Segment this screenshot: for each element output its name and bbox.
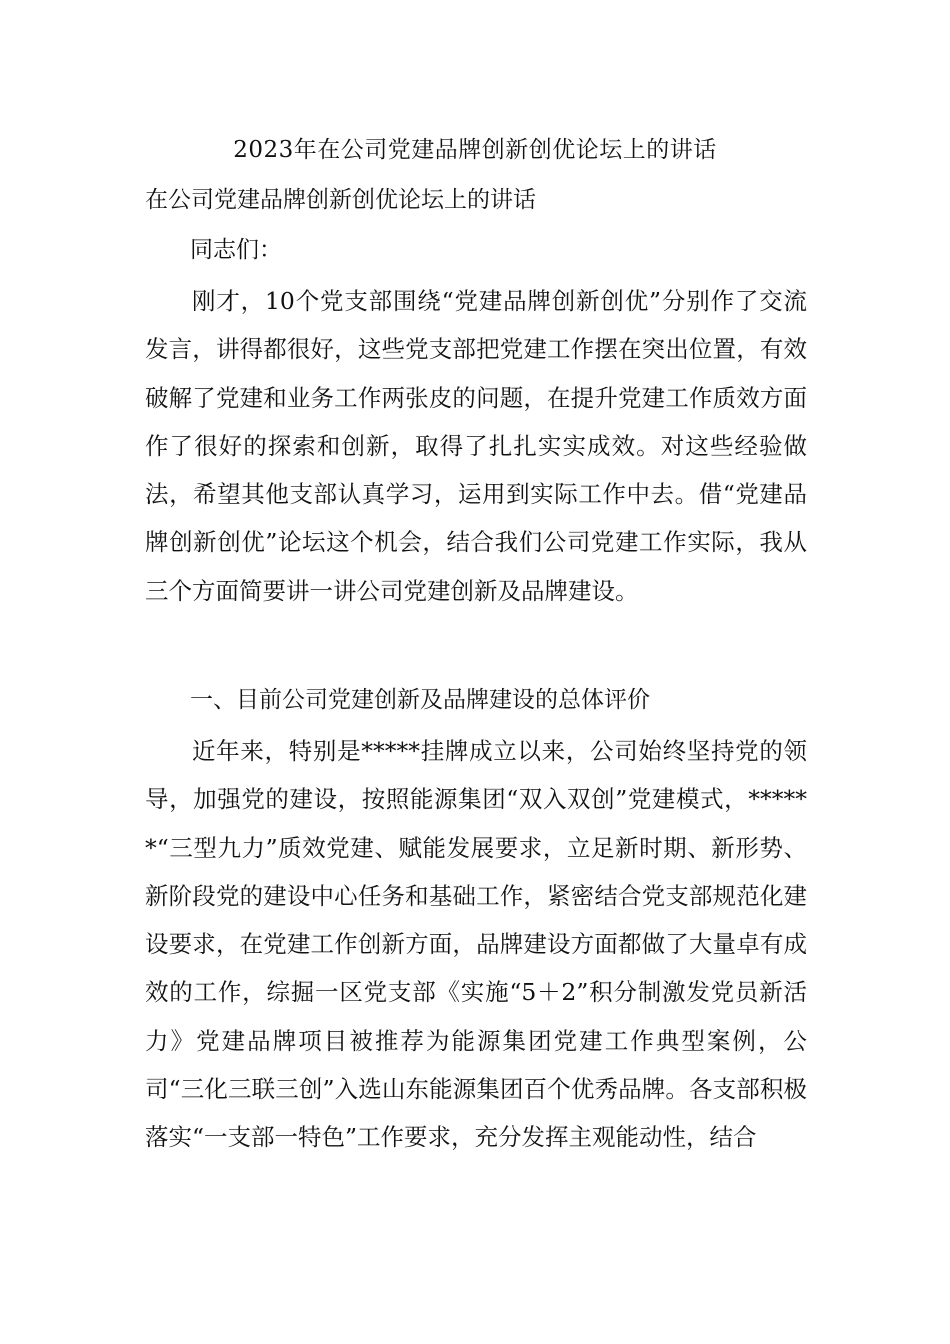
paragraph-opening: 刚才，10个党支部围绕“党建品牌创新创优”分别作了交流发言，讲得都很好，这些党支部把党建工作摆在突出位置，有效破解了党建和业务工作两张皮的问题，在提升党建工作质效方面作了很好的探索和创新，取得了扎扎实实成效。对这些经验做法，希望其他支部认真学习，运用到实际工作中去。借“党建品牌创新创优”论坛这个机会，结合我们公司党建工作实际，我从三个方面简要讲一讲公司党建创新及品牌建设。 xyxy=(145,287,807,605)
paragraph-evaluation: 近年来，特别是*****挂牌成立以来，公司始终坚持党的领导，加强党的建设，按照能源集团“双入双创”党建模式，******“三型九力”质效党建、赋能发展要求，立足新时期、新形势、新阶段党的建设中心任务和基础工作，紧密结合党支部规范化建设要求，在党建工作创新方面，品牌建设方面都做了大量卓有成效的工作，综掘一区党支部《实施“5＋2”积分制激发党员新活力》党建品牌项目被推荐为能源集团党建工作典型案例，公司“三化三联三创”入选山东能源集团百个优秀品牌。各支部积极落实“一支部一特色”工作要求，充分发挥主观能动性，结合 xyxy=(145,737,807,1152)
document-subtitle: 在公司党建品牌创新创优论坛上的讲话 xyxy=(145,187,536,213)
document-title: 2023年在公司党建品牌创新创优论坛上的讲话 xyxy=(233,137,717,163)
salutation: 同志们： xyxy=(190,237,282,263)
section-heading-1: 一、目前公司党建创新及品牌建设的总体评价 xyxy=(190,687,650,713)
